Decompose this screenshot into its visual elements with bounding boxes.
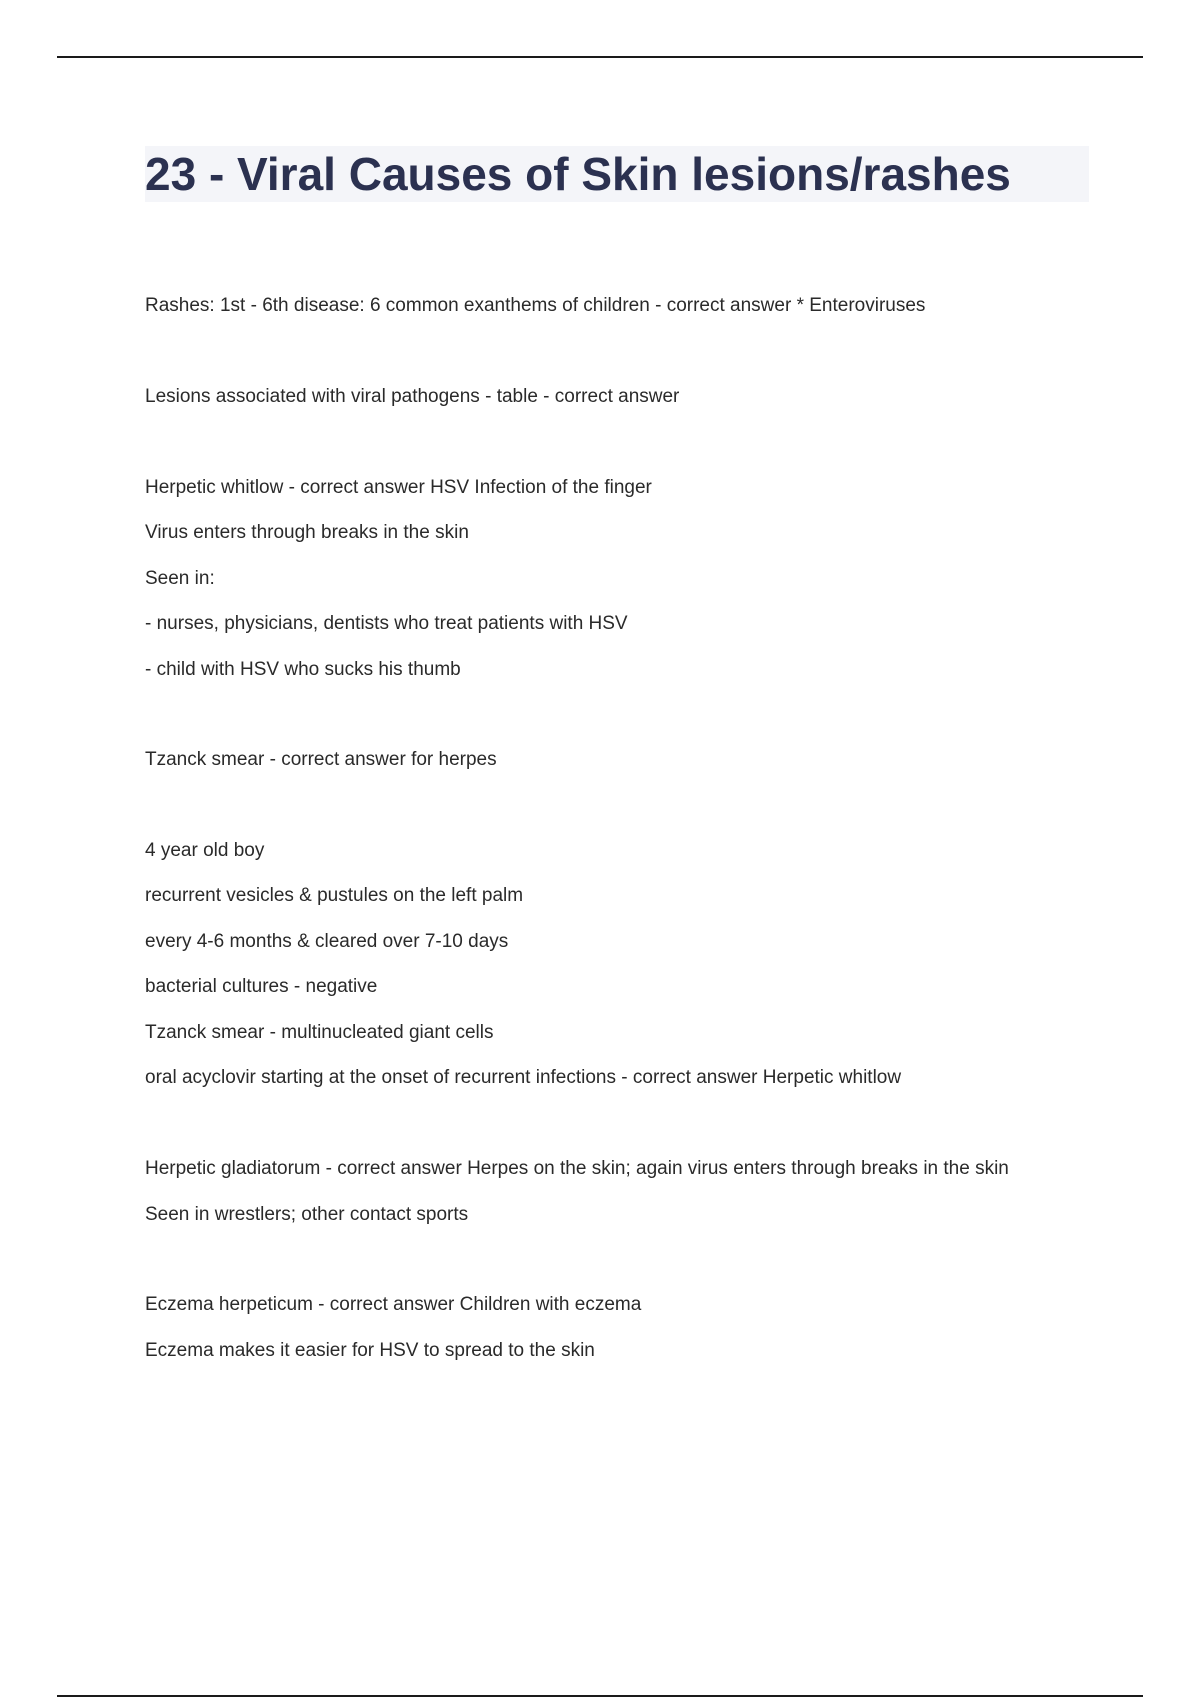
text-line: Herpetic gladiatorum - correct answer Herpes on the skin; again virus enters through breaks in the skin — [145, 1158, 1009, 1179]
top-rule — [57, 56, 1143, 58]
text-line: Virus enters through breaks in the skin — [145, 522, 469, 543]
text-line: 4 year old boy — [145, 840, 265, 861]
text-line: bacterial cultures - negative — [145, 976, 378, 997]
text-line: Seen in wrestlers; other contact sports — [145, 1204, 469, 1225]
text-line: oral acyclovir starting at the onset of recurrent infections - correct answer Herpetic whitlow — [145, 1067, 902, 1088]
bottom-rule — [57, 1695, 1143, 1697]
title-banner — [145, 146, 1089, 202]
text-line: Herpetic whitlow - correct answer HSV Infection of the finger — [145, 477, 652, 498]
text-line: Tzanck smear - multinucleated giant cells — [145, 1022, 494, 1043]
text-line: recurrent vesicles & pustules on the left palm — [145, 885, 524, 906]
text-line: Eczema herpeticum - correct answer Children with eczema — [145, 1294, 642, 1315]
text-line: Eczema makes it easier for HSV to spread to the skin — [145, 1340, 595, 1361]
text-line: Lesions associated with viral pathogens - table - correct answer — [145, 386, 680, 407]
text-line: every 4-6 months & cleared over 7-10 days — [145, 931, 509, 952]
text-line: - nurses, physicians, dentists who treat patients with HSV — [145, 613, 628, 634]
text-line: - child with HSV who sucks his thumb — [145, 659, 461, 680]
page-title: 23 - Viral Causes of Skin lesions/rashes — [145, 148, 1011, 200]
text-line: Rashes: 1st - 6th disease: 6 common exanthems of children - correct answer * Enteroviruses — [145, 295, 926, 316]
text-line: Tzanck smear - correct answer for herpes — [145, 749, 497, 770]
text-line: Seen in: — [145, 568, 215, 589]
